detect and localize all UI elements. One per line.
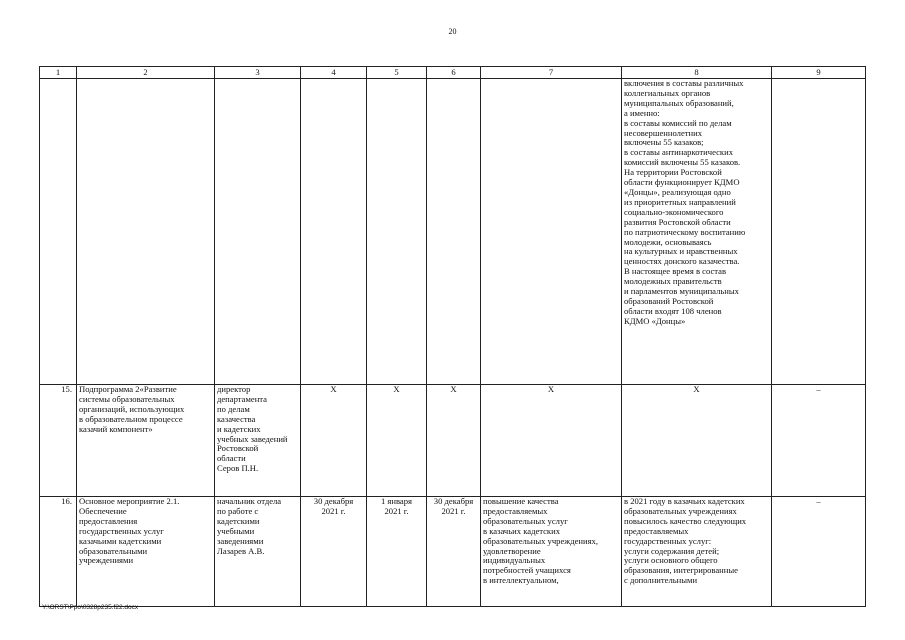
program-name-cell <box>77 497 215 607</box>
report-table <box>39 66 866 607</box>
text-line: 2021 г. <box>441 505 466 516</box>
text-line: учебных заведений <box>217 433 288 444</box>
text-line: с дополнительными <box>624 575 698 586</box>
text-line: предоставляемых <box>624 525 689 536</box>
header-cell: 6 <box>427 67 481 79</box>
text-line: на культурных и нравственных <box>624 246 738 257</box>
date-cell <box>301 497 367 607</box>
page-number: 20 <box>448 27 457 36</box>
text-line: услуги содержания детей; <box>624 545 720 556</box>
text-line: в образовательном процессе <box>79 413 183 424</box>
text-line: повысилось качество следующих <box>624 515 747 526</box>
text-line: развития Ростовской области <box>624 216 731 227</box>
text-line: Лазарев А.В. <box>217 545 265 556</box>
text-line: казачьими кадетскими <box>79 535 162 546</box>
text-line: из приоритетных направлений <box>624 196 736 207</box>
date-cell: Х <box>301 385 367 497</box>
text-line: образовательными <box>79 545 148 556</box>
date-cell: Х <box>427 385 481 497</box>
text-line: по патриотическому воспитанию <box>624 226 746 237</box>
text-line: по делам <box>217 403 250 414</box>
text-line: Основное мероприятие 2.1. <box>79 496 180 506</box>
program-name-cell <box>77 385 215 497</box>
text-line: и парламентов муниципальных <box>624 286 739 297</box>
note-cell: – <box>772 497 866 607</box>
table-row <box>40 385 866 497</box>
text-line: потребностей учащихся <box>483 565 571 576</box>
text-line: муниципальных образований, <box>624 97 734 108</box>
text-line: в составы комиссий по делам <box>624 117 732 128</box>
text-line: образовательных учреждениях <box>624 505 737 516</box>
text-line: учреждениями <box>79 555 134 566</box>
text-line: по работе с <box>217 505 259 516</box>
text-line: образования, интегрированные <box>624 565 738 576</box>
text-line: комиссий включены 55 казаков. <box>624 157 741 168</box>
text-line: организаций, использующих <box>79 403 185 414</box>
text-line: казачий компонент» <box>79 423 153 434</box>
text-line: департамента <box>217 393 267 404</box>
note-cell: – <box>772 385 866 497</box>
text-line: в казачьих кадетских <box>483 525 561 536</box>
text-line: повышение качества <box>483 496 559 506</box>
row-number: 15. <box>40 385 77 497</box>
text-line: социально-экономического <box>624 206 724 217</box>
text-line: 1 января <box>380 496 412 506</box>
text-line: образовательных учреждениях, <box>483 535 599 546</box>
text-line: 30 декабря <box>313 496 354 506</box>
text-line: На территории Ростовской <box>624 167 722 178</box>
text-line: предоставляемых <box>483 505 548 516</box>
text-line: молодежных правительств <box>624 276 722 287</box>
text-line: а именно: <box>624 107 660 118</box>
date-cell <box>367 497 427 607</box>
text-line: услуги основного общего <box>624 555 718 566</box>
text-line: заведениями <box>217 535 264 546</box>
result-cell: Х <box>622 385 772 497</box>
text-line: индивидуальных <box>483 555 546 566</box>
header-cell: 4 <box>301 67 367 79</box>
table-row <box>40 497 866 607</box>
row-number: 16. <box>40 497 77 607</box>
responsible-cell <box>215 497 301 607</box>
text-line: образовательных услуг <box>483 515 568 526</box>
header-cell: 5 <box>367 67 427 79</box>
result-cell <box>622 79 772 385</box>
text-line: учебными <box>217 525 255 536</box>
text-line: несовершеннолетних <box>624 127 703 138</box>
text-line: КДМО «Донцы» <box>624 315 686 326</box>
result-cell <box>622 497 772 607</box>
text-line: предоставления <box>79 515 138 526</box>
text-line: молодежи, основываясь <box>624 236 712 247</box>
text-line: образований Ростовской <box>624 295 714 306</box>
header-cell: 3 <box>215 67 301 79</box>
date-cell <box>427 497 481 607</box>
text-line: включены 55 казаков; <box>624 137 704 148</box>
responsible-cell <box>215 385 301 497</box>
table-row <box>40 79 866 385</box>
text-line: и кадетских <box>217 423 261 434</box>
text-line: государственных услуг: <box>624 535 712 546</box>
header-cell: 8 <box>622 67 772 79</box>
text-line: удовлетворение <box>483 545 541 556</box>
text-line: Подпрограмма 2«Развитие <box>79 384 177 394</box>
text-line: коллегиальных органов <box>624 87 711 98</box>
file-path-footer: Y:\ORST\Ppo\0328p235.f22.docx <box>42 604 139 611</box>
text-line: «Донцы», реализующая одно <box>624 186 731 197</box>
text-line: области функционирует КДМО <box>624 177 740 188</box>
text-line: В настоящее время в состав <box>624 266 727 277</box>
text-line: кадетскими <box>217 515 260 526</box>
expected-result-cell: Х <box>481 385 622 497</box>
header-cell: 1 <box>40 67 77 79</box>
text-line: 30 декабря <box>433 496 474 506</box>
date-cell: Х <box>367 385 427 497</box>
text-line: области <box>217 453 246 464</box>
text-line: в интеллектуальном, <box>483 575 559 586</box>
header-cell: 2 <box>77 67 215 79</box>
text-line: 2021 г. <box>321 505 346 516</box>
header-cell: 9 <box>772 67 866 79</box>
text-line: 2021 г. <box>384 505 409 516</box>
text-line: в составы антинаркотических <box>624 147 733 158</box>
text-line: казачества <box>217 413 256 424</box>
text-line: Ростовской <box>217 443 259 454</box>
text-line: Серов П.Н. <box>217 463 259 474</box>
text-line: в 2021 году в казачьих кадетских <box>624 496 745 506</box>
text-line: ценностях донского казачества. <box>624 256 740 267</box>
header-row <box>40 67 866 79</box>
text-line: области входят 108 членов <box>624 305 722 316</box>
text-line: Обеспечение <box>79 505 127 516</box>
header-cell: 7 <box>481 67 622 79</box>
text-line: государственных услуг <box>79 525 164 536</box>
text-line: директор <box>217 384 251 394</box>
expected-result-cell <box>481 497 622 607</box>
text-line: начальник отдела <box>217 496 282 506</box>
text-line: включения в составы различных <box>624 78 744 88</box>
text-line: системы образовательных <box>79 393 175 404</box>
